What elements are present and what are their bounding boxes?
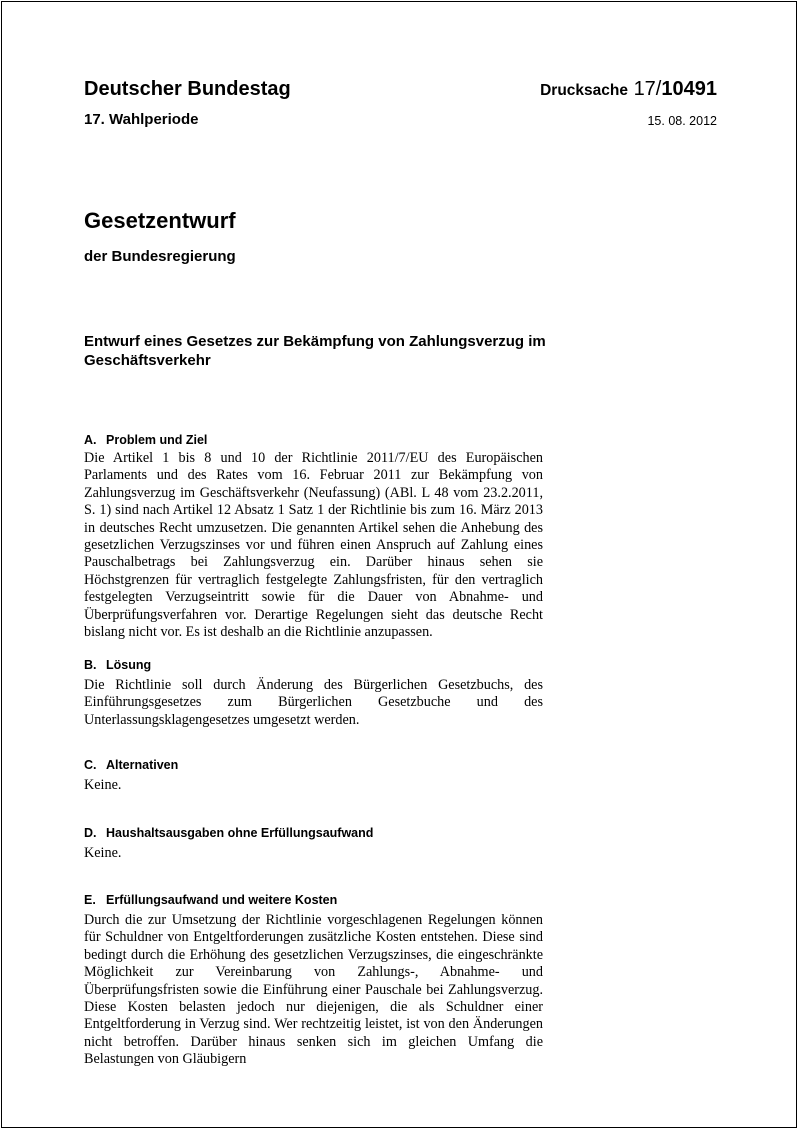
document-page bbox=[1, 1, 797, 1128]
section-heading-d bbox=[84, 826, 373, 840]
document-title: Entwurf eines Gesetzes zur Bekämpfung von Zahlungsverzug im Geschäftsverkehr bbox=[84, 333, 546, 369]
drucksache-id: 10491 bbox=[661, 78, 717, 100]
document-type: Gesetzentwurf bbox=[84, 208, 236, 233]
section-text-d: Keine. bbox=[84, 845, 122, 861]
section-text-c: Keine. bbox=[84, 777, 122, 793]
organization-name: Deutscher Bundestag bbox=[84, 78, 291, 100]
section-text-b: Die Richtlinie soll durch Änderung des Bürgerlichen Gesetzbuchs, des Einführungsgesetzes zum Bürgerlichen Gesetzbuche und des Unterlassungsklagengesetzes umgesetzt werden. bbox=[84, 677, 543, 728]
legislative-period: 17. Wahlperiode bbox=[84, 111, 199, 128]
section-title: Problem und Ziel bbox=[106, 433, 208, 447]
section-title: Alternativen bbox=[106, 758, 179, 772]
section-text-a: Die Artikel 1 bis 8 und 10 der Richtlinie 2011/7/EU des Europäischen Parlaments und des Rates vom 16. Februar 2011 zur Bekämpfung von Zahlungsverzug im Geschäftsverkehr (Neufassung) (ABl. L 48 vom 23.2.2011, S. 1) sind nach Artikel 12 Absatz 1 Satz 1 der Richtlinie bis zum 16. März 2013 in deutsches Recht umzusetzen. Die genannten Artikel sehen die Anhebung des gesetzlichen Verzugszinses vor und führen einen Anspruch auf Zahlung eines Pauschalbetrags bei Zahlungsverzug ein. Darüber hinaus sehen sie Höchstgrenzen für vertraglich festgelegte Zahlungsfristen, für den vertraglich festgelegten Verzugseintritt sowie für die Dauer von Abnahme- und Überprüfungsverfahren vor. Derartige Regelungen sieht das deutsche Recht bislang nicht vor. Es ist deshalb an die Richtlinie anzupassen. bbox=[84, 450, 543, 641]
section-title: Lösung bbox=[106, 658, 152, 672]
section-heading-b bbox=[84, 658, 151, 672]
section-letter: D. bbox=[84, 826, 97, 840]
section-letter: E. bbox=[84, 893, 96, 907]
section-letter: C. bbox=[84, 758, 97, 772]
drucksache-label: Drucksache bbox=[540, 82, 628, 99]
document-date: 15. 08. 2012 bbox=[647, 114, 717, 128]
document-author: der Bundesregierung bbox=[84, 248, 236, 265]
section-heading-a bbox=[84, 433, 207, 447]
section-title: Haushaltsausgaben ohne Erfüllungsaufwand bbox=[106, 826, 374, 840]
section-heading-c bbox=[84, 758, 178, 772]
drucksache-prefix: 17/ bbox=[633, 78, 662, 100]
drucksache-number bbox=[540, 78, 717, 101]
section-letter: B. bbox=[84, 658, 97, 672]
section-title: Erfüllungsaufwand und weitere Kosten bbox=[106, 893, 338, 907]
section-heading-e bbox=[84, 893, 337, 907]
section-letter: A. bbox=[84, 433, 97, 447]
section-text-e: Durch die zur Umsetzung der Richtlinie vorgeschlagenen Regelungen können für Schuldner von Entgeltforderungen zusätzliche Kosten entstehen. Diese sind bedingt durch die Erhöhung des gesetzlichen Verzugszinses, die eingeschränkte Möglichkeit zur Vereinbarung von Zahlungs-, Abnahme- und Überprüfungsfristen sowie die Einführung einer Pauschale bei Zahlungsverzug. Diese Kosten belasten jedoch nur diejenigen, die als Schuldner einer Entgeltforderung in Verzug sind. Wer rechtzeitig leistet, ist von den Änderungen nicht betroffen. Darüber hinaus senken sich im gleichen Umfang die Belastungen von Gläubigern bbox=[84, 912, 543, 1068]
